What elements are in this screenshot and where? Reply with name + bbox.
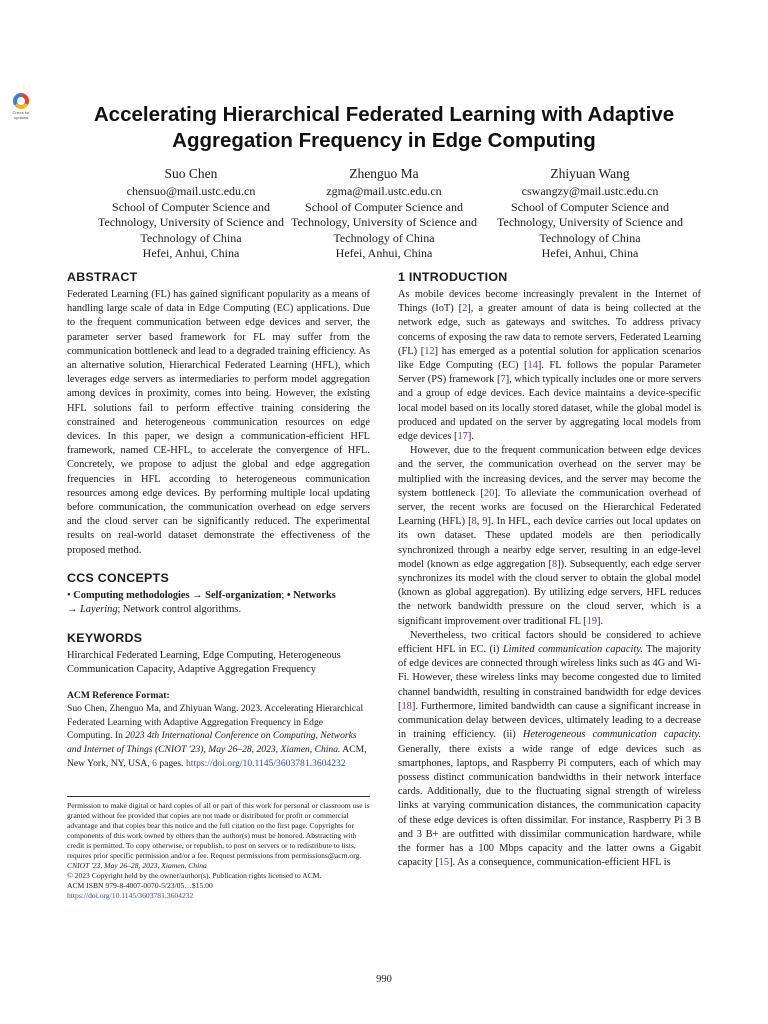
ccs-heading: CCS CONCEPTS [67, 570, 170, 585]
page-number: 990 [376, 974, 392, 985]
acm-reference: ACM Reference Format: Suo Chen, Zhenguo Ma, and Zhiyuan Wang. 2023. Accelerating Hierarchical Federated Learning with Adaptive Aggregation Frequency in Edge Computing. In 2023 4th International Conference on Computing, Networks and Internet of Things (CNIOT '23), May 26–28, 2023, Xiamen, China. ACM, New York, NY, USA, 6 pages. https://doi.org/10.1145/3603781.3604232 [67, 689, 367, 769]
check-for-updates-icon [13, 93, 29, 109]
citation-link[interactable]: 15 [438, 857, 450, 869]
citation-link[interactable]: 2 [462, 303, 468, 315]
doi-link[interactable]: https://doi.org/10.1145/3603781.3604232 [67, 891, 194, 900]
author-location: Hefei, Anhui, China [335, 246, 433, 261]
badge-text: Check for updates [12, 110, 30, 120]
author-block [93, 165, 289, 262]
author-location: Hefei, Anhui, China [142, 246, 240, 261]
ccs-term: Computing methodologies → Self-organization [73, 589, 282, 601]
author-email: cswangzy@mail.ustc.edu.cn [521, 184, 659, 198]
rights-line: © 2023 Copyright held by the owner/author(s). Publication rights licensed to ACM. [67, 871, 322, 880]
copyright-notice [67, 796, 370, 901]
doi-link[interactable]: https://doi.org/10.1145/3603781.3604232 [185, 757, 346, 769]
acm-reference-heading: ACM Reference Format: [67, 689, 170, 701]
author-email: chensuo@mail.ustc.edu.cn [126, 184, 256, 198]
author-email: zgma@mail.ustc.edu.cn [326, 184, 442, 198]
citation-link[interactable]: 20 [483, 487, 495, 499]
check-for-updates-badge[interactable] [7, 93, 35, 125]
venue: 2023 4th International Conference on Computing, Networks and Internet of Things (CNIOT '23), May 26–28, 2023, Xiamen, China. [67, 730, 357, 756]
author-affiliation: School of Computer Science and Technology, University of Science and Technology of China [98, 199, 284, 245]
conference-line: CNIOT '23, May 26–28, 2023, Xiamen, China [67, 861, 207, 870]
introduction-heading: 1 INTRODUCTION [398, 270, 508, 284]
author-affiliation: School of Computer Science and Technology, University of Science and Technology of China [291, 199, 477, 245]
author-block [286, 165, 482, 262]
author-affiliation: School of Computer Science and Technology, University of Science and Technology of China [497, 199, 683, 245]
left-column [67, 268, 370, 770]
intro-paragraph-1: As mobile devices become increasingly prevalent in the Internet of Things (IoT) [2], a greater amount of data is being collected at the network edge, such as gateways and switches. To address privacy concerns of exposing the raw data to remote servers, Federated Learning (FL) [12] has emerged as a potential solution for application scenarios like Edge Computing (EC) [14]. FL follows the popular Parameter Server (PS) framework [7], which typically includes one or more servers and a group of edge devices. Each device maintains a device-specific local model based on its locally stored dataset, while the global model is produced and updated on the server by aggregating local models from edge devices [17]. [398, 289, 702, 443]
keywords-text: Hirarchical Federated Learning, Edge Computing, Heterogeneous Communication Capacity, Adaptive Aggregation Frequency [67, 650, 341, 676]
isbn-line: ACM ISBN 979-8-4007-0070-5/23/05…$15.00 [67, 881, 213, 890]
intro-paragraph-2: However, due to the frequent communication between edge devices and the server, the communication overhead on the server may be multiplied with the increasing devices, and the server may become the system bottleneck [20]. To alleviate the communication overhead of server, the recent works are focused on the Hierarchical Federated Learning (HFL) [8, 9]. In HFL, each device carries out local updates on its own dataset. These updated models are then periodically synchronized through a nearby edge server, resulting in an edge-level model (known as edge aggregation [8]). Subsequently, each edge server synchronizes its model with the cloud server to obtain the global model (known as global aggregation). By utilizing edge servers, HFL reduces the network bandwidth pressure on the cloud server, which is a significant improvement over traditional FL [19]. [398, 445, 702, 627]
citation-link[interactable]: 14 [527, 360, 538, 372]
abstract-text: Federated Learning (FL) has gained significant popularity as a means of handling large scale of data in Edge Computing (EC) applications. Due to the frequent communication between edge devices and server, the parameter server based framework for FL may suffer from the communication bottleneck and lead to a degraded training efficiency. As an alternative solution, Hierarchical Federated Learning (HFL), which leverages edge servers as intermediaries to perform model aggregation among devices in proximity, comes into being. However, the existing HFL solutions fail to perform effective training considering the constrained and heterogeneous communication resources on edge devices. In this paper, we design a communication-efficient HFL framework, named CE-HFL, to accelerate the convergence of HFL. Concretely, we propose to adjust the global and edge aggregation frequencies in HFL according to heterogeneous communication resources among edge devices. By performing multiple local updating before communication, the communication overhead on edge servers and the cloud server can be significantly reduced. The experimental results on real-world dataset demonstrate the effectiveness of the proposed method. [67, 289, 370, 556]
keywords-heading: KEYWORDS [67, 631, 143, 646]
citation-link[interactable]: 8 [471, 516, 477, 528]
author-name: Zhiyuan Wang [550, 166, 630, 181]
page-count: 6 [152, 757, 157, 769]
ccs-term: • Networks [286, 589, 336, 601]
ccs-term: Layering [80, 604, 118, 616]
citation-link[interactable]: 7 [500, 374, 506, 386]
abstract-heading: ABSTRACT [67, 270, 138, 284]
author-location: Hefei, Anhui, China [541, 246, 639, 261]
author-block [492, 165, 688, 262]
permission-text: Permission to make digital or hard copies of all or part of this work for personal or classroom use is granted without fee provided that copies are not made or distributed for profit or commercial advantage and that copies bear this notice and the full citation on the first page. Copyrights for components of this work owned by others than the author(s) must be honored. Abstracting with credit is permitted. To copy otherwise, or republish, to post on servers or to redistribute to lists, requires prior specific permission and/or a fee. Request permissions from permissions@acm.org. [67, 801, 370, 860]
citation-link[interactable]: 9 [482, 516, 488, 528]
intro-paragraph-3: Nevertheless, two critical factors should be considered to achieve efficient HFL in EC. (i) Limited communication capacity. The majority of edge devices are connected through wireless links such as 4G and Wi-Fi. However, these wireless links may become congested due to limited channel bandwidth, resulting in constrained bandwidth for edge devices [18]. Furthermore, limited bandwidth can cause a significant increase in communication delay between devices, ultimately leading to a decrease in training efficiency. (ii) Heterogeneous communication capacity. Generally, there exists a wide range of edge devices such as smartphones, laptops, and Raspberry Pi computers, each of which may possess distinct communication bandwidths in their network interface cards. Additionally, due to the fluctuating signal strength of wireless links at varying communication distances, the communication capacity of these edge devices is often dissimilar. For instance, Raspberry Pi 3 B and 3 B+ are outfitted with dissimilar communication hardware, while the former has a 100 Mbps capacity and the latter owns a Gigabit capacity [15]. As a consequence, communication-efficient HFL is [398, 629, 701, 869]
citation-link[interactable]: 12 [424, 345, 435, 357]
paper-title: Accelerating Hierarchical Federated Learning with Adaptive Aggregation Frequency in Edge Computing [93, 103, 675, 152]
author-name: Zhenguo Ma [349, 166, 419, 181]
author-name: Suo Chen [164, 166, 218, 181]
citation-link[interactable]: 8 [551, 558, 558, 570]
right-column [398, 268, 701, 870]
citation-link[interactable]: 18 [401, 700, 412, 712]
citation-link[interactable]: 17 [457, 431, 468, 443]
ccs-concepts: • Computing methodologies → Self-organization; • Networks → Layering; Network control algorithms. [67, 589, 336, 616]
citation-link[interactable]: 19 [586, 615, 598, 627]
